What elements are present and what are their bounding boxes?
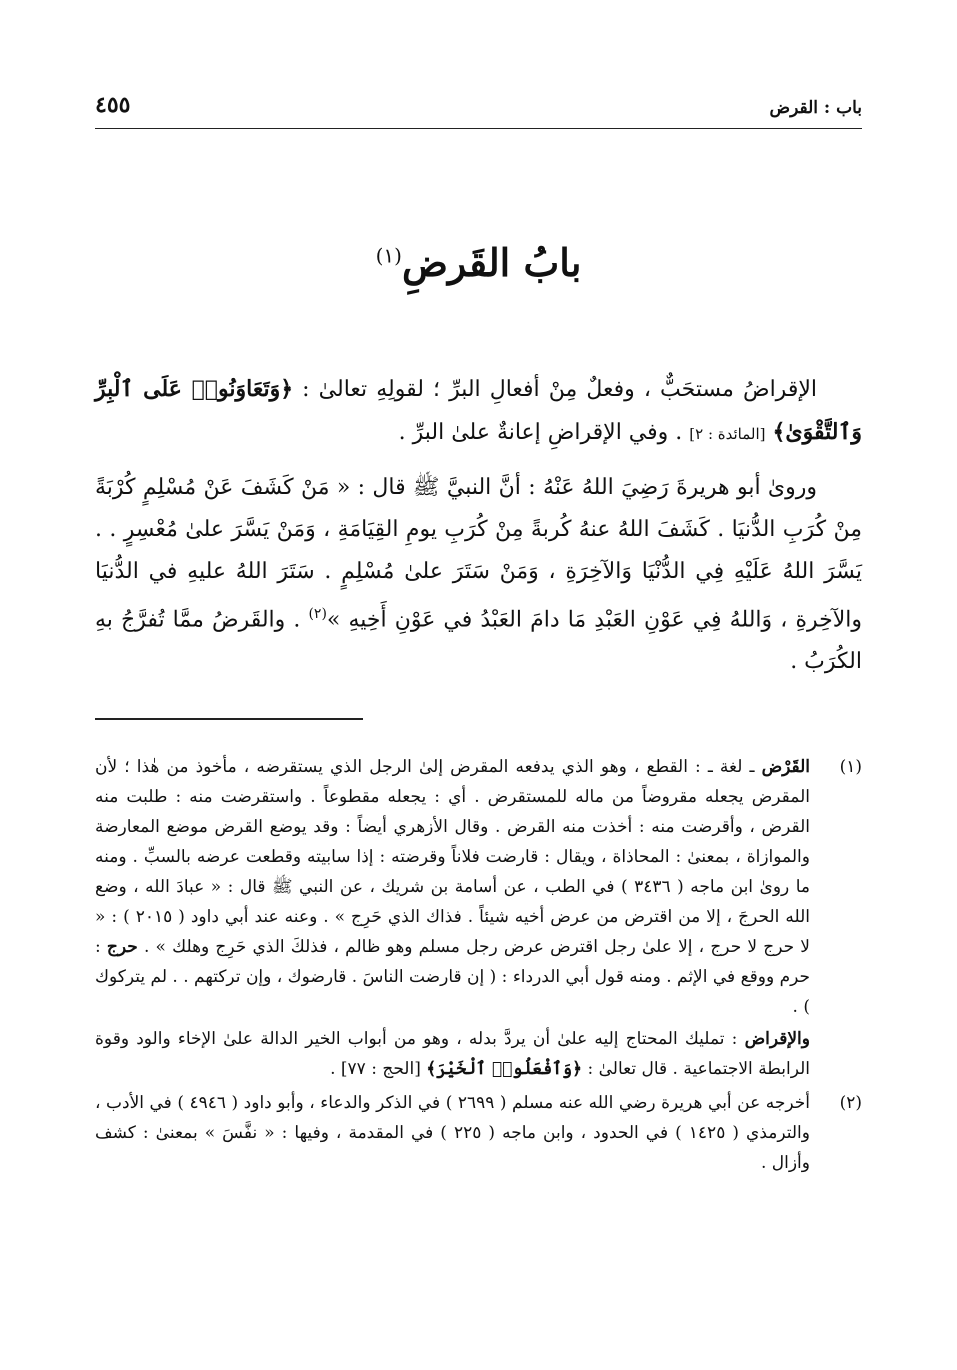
page-number: ٤٥٥ (95, 92, 131, 118)
paragraph-1-text-b: . وفي الإقراضِ إعانةٌ علىٰ البرِّ . (398, 420, 690, 445)
chapter-header-title: باب : القرض (769, 98, 862, 118)
quran-verse-1: ﴿وَتَعَاوَنُوا۟ عَلَى ٱلْبِرِّ وَٱلتَّقْوَىٰ﴾ (95, 376, 862, 445)
footnote-1-sub-body: : تمليك المحتاج إليه علىٰ أن يردَّ بدله ، وهو من أبواب الخير الدالة علىٰ الإخاء والود وقوة الرابطة الاجتماعية . قال تعالىٰ : (95, 1029, 810, 1079)
paragraph-1-text-a: الإقراضُ مستحَبٌّ ، وفعلٌ مِنْ أفعالِ البرِّ ؛ لقولِهِ تعالىٰ : (293, 377, 817, 402)
paragraph-2-text-a: وروىٰ أبو هريرةَ رَضِيَ اللهُ عَنْهُ : أنَّ النبيَّ ﷺ قال : « مَنْ كَشَفَ عَنْ مُسْلِمٍ كُرْبَةً مِنْ كُرَبِ الدُّنيَا . كَشَفَ اللهُ عنهُ كُربةً مِنْ كُرَبِ يومِ القِيَامَةِ ، وَمَنْ يَسَّرَ علىٰ مُعْسِرٍ . . يَسَّرَ اللهُ عَلَيْهِ فِي الدُّنْيَا وَالآخِرَةِ ، وَمَنْ سَتَرَ علىٰ مُسْلِمٍ . سَتَرَ اللهُ عليهِ في الدُّنيَا والآخِرةِ ، وَاللهُ فِي عَوْنِ العَبْدِ مَا دامَ العَبْدُ في عَوْنِ أَخِيهِ » (95, 475, 862, 633)
footnote-1-body-2: : حرم ووقع في الإثم . ومنه قول أبي الدرداء : ( إن قارضت الناسَ . قارضوك ، وإن تركتهم . . لم يتركوك ) . (95, 937, 810, 1017)
footnote-1-body: ـ لغة ـ : القطع ، وهو الذي يدفعه المقرض إلىٰ الرجل الذي يستقرضه ، مأخوذ من هٰذا ؛ لأن المقرض يجعله مقروضاً من ماله للمستقرض . أي : يجعله مقطوعاً . واستقرضت منه : طلبت منه القرض ، وأقرضت منه : أخذت منه القرض . وقال الأزهري أيضاً : وقد يوضع القرض موضع المعارضة والموازاة ، بمعنىٰ : المحاذاة ، ويقال : قارضت فلاناً وقرضته : إذا سابيته وقطعت عرضه بالسبِّ . ومنه ما روىٰ ابن ماجه ( ٣٤٣٦ ) في الطب ، عن أسامة بن شريك ، عن النبي ﷺ قال : « عبادَ الله ، وضع الله الحرجَ ، إلا من اقترض من عرض أخيه شيئاً . فذاك الذي حَرِج » . وعنه عند أبي داود ( ٢٠١٥ ) : « لا حرج لا حرج ، إلا علىٰ رجل اقترض عرض رجل مسلم وهو ظالم ، فذلكَ الذي حَرِج وهلك » . (95, 757, 811, 957)
footnote-separator (95, 718, 363, 720)
chapter-title-text: بابُ القَرضِ (401, 240, 582, 285)
footnote-2 (95, 1088, 862, 1178)
main-text (95, 368, 862, 695)
paragraph-2 (95, 467, 862, 683)
chapter-footnote-ref: (١) (375, 243, 402, 268)
footnote-ref-2: (٢) (308, 606, 327, 622)
footnote-2-number: (٢) (839, 1093, 862, 1113)
footnote-1-number: (١) (839, 757, 862, 777)
footnote-2-text: أخرجه عن أبي هريرة رضي الله عنه مسلم ( ٢٦٩٩ ) في الذكر والدعاء ، وأبو داود ( ٤٩٤٦ ) في الأدب ، والترمذي ( ١٤٢٥ ) في الحدود ، وابن ماجه ( ٢٢٥ ) في المقدمة ، وفيها : « نفَّسَ » بمعنىٰ : كشف وأزال . (95, 1093, 810, 1173)
footnote-1-quran: ﴿وَٱفْعَلُوا۟ ٱلْخَيْرَ﴾ (426, 1059, 583, 1079)
footnote-1-term: القَرْض (761, 757, 810, 777)
footnote-1-text (95, 752, 810, 1022)
footnotes (95, 752, 862, 1182)
chapter-title (95, 240, 862, 285)
paragraph-2-text-b: . والقَرضُ ممَّا تُفرَّجُ بهِ الكُرَبُ . (95, 607, 862, 675)
quran-reference-1: [المائدة : ٢] (689, 425, 766, 443)
footnote-1-term-2: حرج (106, 937, 138, 957)
footnote-1 (95, 752, 862, 1084)
footnote-1-quran-reference: [الحج : ٧٧] . (330, 1059, 427, 1079)
paragraph-1 (95, 368, 862, 455)
footnote-1-sub-term: والإقراض (744, 1029, 810, 1049)
running-header (95, 88, 862, 129)
footnote-1-subparagraph (95, 1024, 810, 1084)
